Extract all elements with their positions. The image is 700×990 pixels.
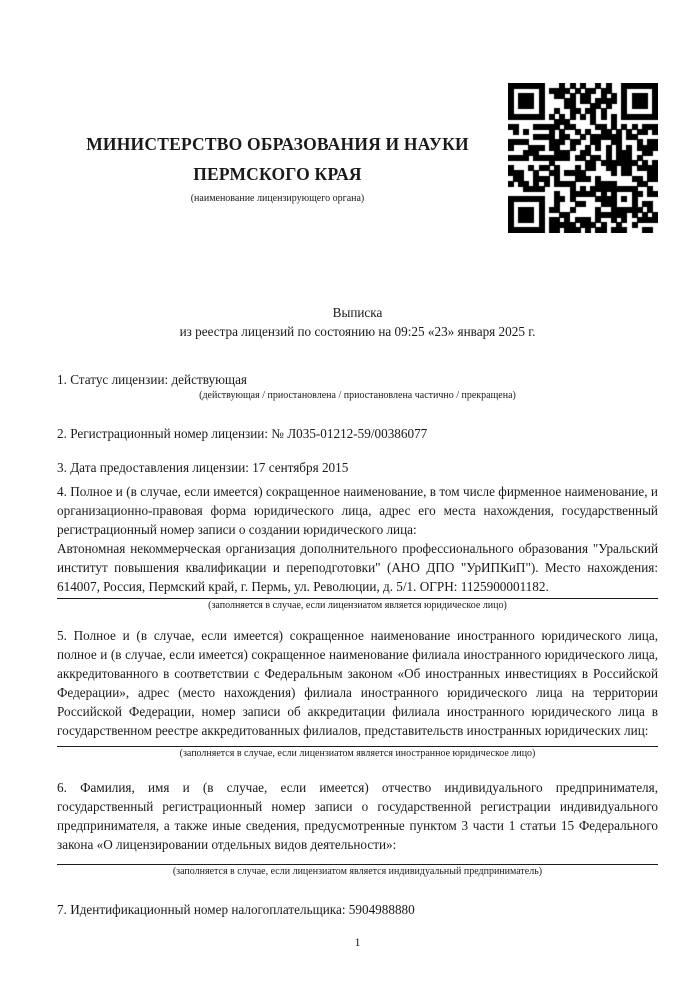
document-header (57, 83, 658, 233)
license-date-text: 3. Дата предоставления лицензии: 17 сентября 2015 (57, 460, 349, 475)
foreign-entity-label: 5. Полное и (в случае, если имеется) сокращенное наименование иностранного юридического лица, полное и (в случае, если имеется) сокращенное наименование филиала иностранного юридического лица, аккредитованного в соответствии с Федеральным законом «Об иностранных инвестициях в Российской Федерации», адрес (место нахождения) филиала иностранного юридического лица на территории Российской Федерации, номер записи об аккредитации филиала иностранного юридического лица в государственном реестре аккредитованных филиалов, представительств иностранных юридических лиц: (57, 628, 658, 738)
foreign-entity-note: (заполняется в случае, если лицензиатом является иностранное юридическое лицо) (179, 748, 536, 759)
ministry-caption: (наименование лицензирующего органа) (190, 193, 365, 204)
item-foreign-entity (57, 626, 658, 760)
taxpayer-number-text: 7. Идентификационный номер налогоплательщика: 5904988880 (57, 902, 415, 917)
individual-entrepreneur-note: (заполняется в случае, если лицензиатом является индивидуальный предприниматель) (172, 866, 543, 877)
legal-entity-note: (заполняется в случае, если лицензиатом является юридическое лицо) (208, 600, 507, 611)
ministry-name-line2: ПЕРМСКОГО КРАЯ (193, 164, 362, 184)
document-title-block (57, 303, 658, 341)
qr-code-icon (508, 83, 658, 233)
item-license-date (57, 458, 658, 477)
license-status-note: (действующая / приостановлена / приостановлена частично / прекращена) (199, 390, 516, 401)
ministry-name-line1: МИНИСТЕРСТВО ОБРАЗОВАНИЯ И НАУКИ (86, 134, 469, 154)
item-license-status (57, 370, 658, 402)
legal-entity-value: Автономная некоммерческая организация дополнительного профессионального образования "Уральский институт повышения квалификации и переподготовки" (АНО ДПО "УрИПКиП"). Место нахождения: 614007, Россия, Пермский край, г. Пермь, ул. Революции, д. 5/1. ОГРН: 1125900001182. (57, 541, 658, 594)
legal-entity-label: 4. Полное и (в случае, если имеется) сокращенное наименование, в том числе фирменное наименование, и организационно-правовая форма юридического лица, адрес его места нахождения, государственный регистрационный номер записи о создании юридического лица: (57, 484, 658, 537)
page-number: 1 (354, 935, 361, 949)
item-individual-entrepreneur (57, 778, 658, 878)
license-status-text: 1. Статус лицензии: действующая (57, 372, 248, 387)
document-subtitle: из реестра лицензий по состоянию на 09:25 «23» января 2025 г. (179, 324, 536, 339)
registration-number-text: 2. Регистрационный номер лицензии: № Л035-01212-59/00386077 (57, 426, 428, 441)
item-taxpayer-number (57, 900, 658, 919)
individual-entrepreneur-label: 6. Фамилия, имя и (в случае, если имеется) отчество индивидуального предпринимателя, государственный регистрационный номер записи о государственной регистрации индивидуального предпринимателя, а также иные сведения, предусмотренные пунктом 3 части 1 статьи 15 Федерального закона «О лицензировании отдельных видов деятельности»: (57, 780, 658, 852)
licensing-authority-block (57, 83, 508, 205)
document-title: Выписка (332, 305, 383, 320)
item-registration-number (57, 424, 658, 443)
item-legal-entity (57, 482, 658, 612)
